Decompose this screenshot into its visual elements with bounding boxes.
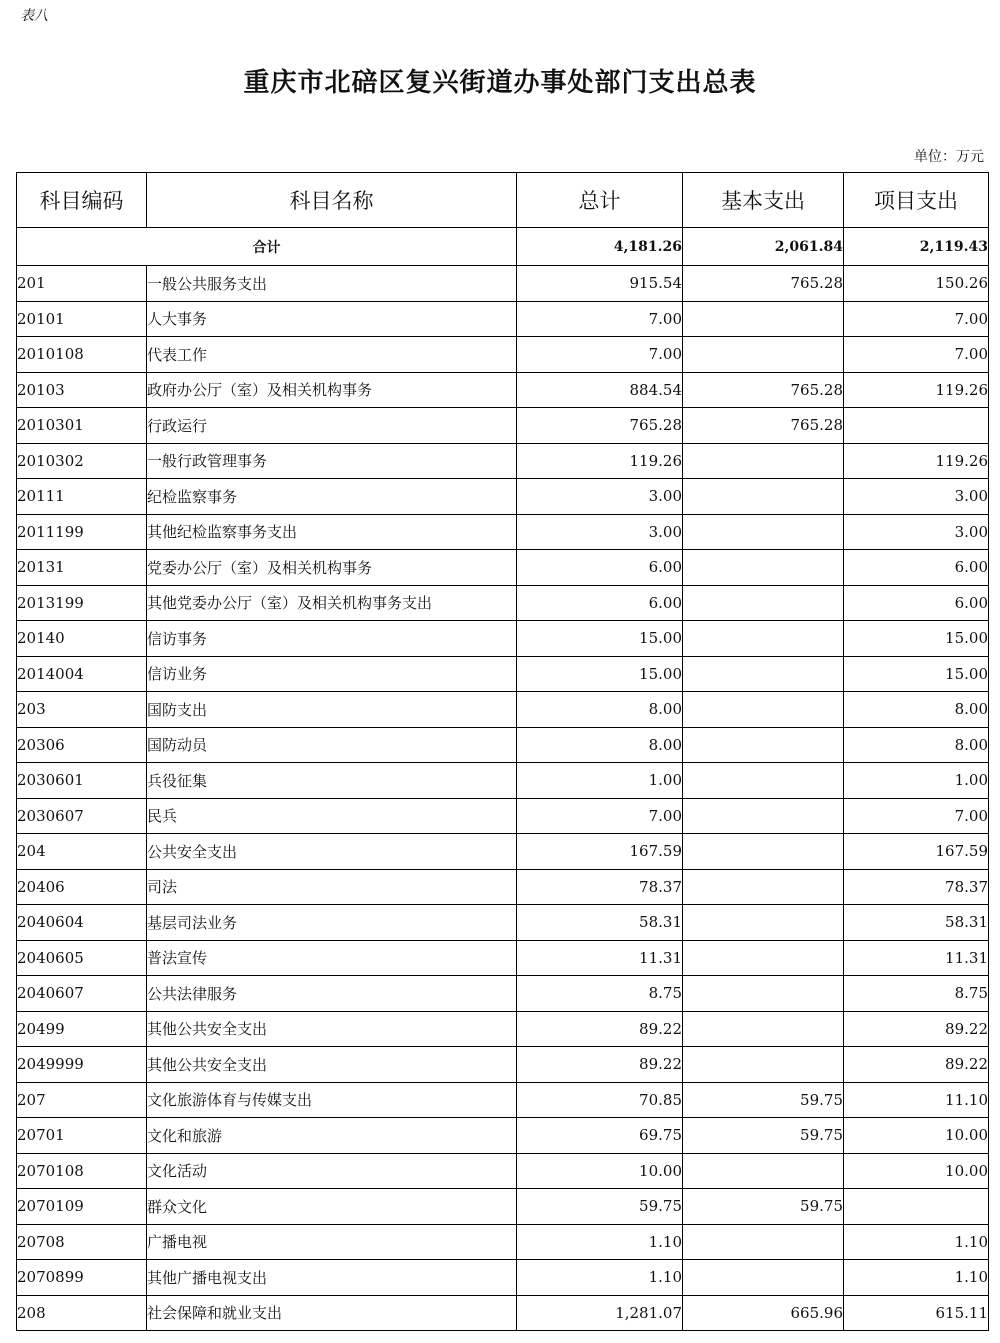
table-row [17,1153,989,1189]
cell-total: 1,281.07 [517,1295,683,1331]
cell-code: 20701 [17,1118,147,1154]
cell-name: 其他广播电视支出 [147,1260,517,1296]
cell-project: 8.00 [844,692,989,728]
cell-name: 政府办公厅（室）及相关机构事务 [147,372,517,408]
cell-basic [683,940,844,976]
cell-project: 1.00 [844,763,989,799]
page-title: 重庆市北碚区复兴街道办事处部门支出总表 [243,68,757,98]
header-name: 科目名称 [147,173,517,228]
cell-project: 11.10 [844,1082,989,1118]
cell-name: 党委办公厅（室）及相关机构事务 [147,550,517,586]
table-row [17,1082,989,1118]
cell-basic: 665.96 [683,1295,844,1331]
table-number-label: 表八 [20,8,48,24]
cell-project: 8.00 [844,727,989,763]
cell-code: 2030601 [17,763,147,799]
cell-total: 15.00 [517,621,683,657]
cell-project: 78.37 [844,869,989,905]
cell-code: 20499 [17,1011,147,1047]
cell-name: 广播电视 [147,1224,517,1260]
cell-code: 2070108 [17,1153,147,1189]
cell-total: 78.37 [517,869,683,905]
table-row [17,1260,989,1296]
header-code: 科目编码 [17,173,147,228]
cell-total: 1.10 [517,1224,683,1260]
cell-basic: 765.28 [683,266,844,302]
cell-total: 89.22 [517,1047,683,1083]
cell-project: 89.22 [844,1047,989,1083]
table-row [17,266,989,302]
cell-code: 201 [17,266,147,302]
cell-name: 信访事务 [147,621,517,657]
cell-code: 2030607 [17,798,147,834]
cell-basic [683,1011,844,1047]
cell-name: 行政运行 [147,408,517,444]
cell-project [844,1189,989,1225]
cell-name: 纪检监察事务 [147,479,517,515]
cell-project: 119.26 [844,443,989,479]
cell-total: 119.26 [517,443,683,479]
cell-name: 文化旅游体育与传媒支出 [147,1082,517,1118]
cell-code: 2070899 [17,1260,147,1296]
cell-name: 其他公共安全支出 [147,1011,517,1047]
cell-total: 10.00 [517,1153,683,1189]
cell-project: 58.31 [844,905,989,941]
cell-project: 119.26 [844,372,989,408]
cell-basic [683,621,844,657]
table-row [17,1224,989,1260]
table-row [17,798,989,834]
cell-basic [683,337,844,373]
cell-project: 7.00 [844,301,989,337]
cell-name: 其他党委办公厅（室）及相关机构事务支出 [147,585,517,621]
cell-code: 2010301 [17,408,147,444]
table-row [17,727,989,763]
cell-project [844,408,989,444]
table-row [17,337,989,373]
header-project: 项目支出 [844,173,989,228]
cell-code: 2010302 [17,443,147,479]
cell-total: 765.28 [517,408,683,444]
cell-code: 2014004 [17,656,147,692]
cell-name: 公共安全支出 [147,834,517,870]
cell-total: 6.00 [517,585,683,621]
cell-project: 10.00 [844,1118,989,1154]
cell-name: 司法 [147,869,517,905]
cell-code: 2011199 [17,514,147,550]
cell-basic: 59.75 [683,1082,844,1118]
table-row [17,940,989,976]
total-row [17,228,989,266]
cell-name: 代表工作 [147,337,517,373]
table-row [17,834,989,870]
cell-basic [683,798,844,834]
total-basic: 2,061.84 [683,228,844,266]
cell-name: 社会保障和就业支出 [147,1295,517,1331]
cell-basic [683,1260,844,1296]
table-row [17,443,989,479]
table-row [17,408,989,444]
cell-project: 15.00 [844,656,989,692]
cell-basic [683,1047,844,1083]
cell-project: 11.31 [844,940,989,976]
cell-code: 2010108 [17,337,147,373]
cell-code: 20406 [17,869,147,905]
cell-basic [683,550,844,586]
cell-name: 民兵 [147,798,517,834]
cell-total: 7.00 [517,301,683,337]
table-row [17,621,989,657]
cell-project: 3.00 [844,479,989,515]
cell-project: 615.11 [844,1295,989,1331]
cell-total: 69.75 [517,1118,683,1154]
cell-basic [683,976,844,1012]
cell-name: 普法宣传 [147,940,517,976]
table-row [17,1189,989,1225]
cell-code: 20131 [17,550,147,586]
table-row [17,585,989,621]
expenditure-table [16,172,989,1331]
cell-basic: 765.28 [683,408,844,444]
cell-project: 3.00 [844,514,989,550]
table-row [17,692,989,728]
header-total: 总计 [517,173,683,228]
cell-code: 2040607 [17,976,147,1012]
header-row [17,173,989,228]
cell-basic [683,869,844,905]
cell-total: 11.31 [517,940,683,976]
cell-code: 20306 [17,727,147,763]
cell-total: 884.54 [517,372,683,408]
table-row [17,550,989,586]
cell-name: 一般公共服务支出 [147,266,517,302]
cell-name: 文化活动 [147,1153,517,1189]
table-row [17,1011,989,1047]
table-row [17,1047,989,1083]
cell-total: 8.75 [517,976,683,1012]
cell-code: 207 [17,1082,147,1118]
table-row [17,479,989,515]
cell-code: 208 [17,1295,147,1331]
cell-total: 7.00 [517,798,683,834]
cell-project: 8.75 [844,976,989,1012]
cell-project: 89.22 [844,1011,989,1047]
table-row [17,905,989,941]
cell-total: 167.59 [517,834,683,870]
unit-label: 单位：万元 [914,149,984,165]
cell-project: 167.59 [844,834,989,870]
cell-code: 20101 [17,301,147,337]
cell-project: 1.10 [844,1260,989,1296]
cell-basic [683,692,844,728]
total-sum: 4,181.26 [517,228,683,266]
total-label: 合计 [17,228,517,266]
cell-basic [683,301,844,337]
cell-project: 10.00 [844,1153,989,1189]
cell-code: 2070109 [17,1189,147,1225]
cell-code: 2040604 [17,905,147,941]
cell-name: 兵役征集 [147,763,517,799]
cell-name: 其他公共安全支出 [147,1047,517,1083]
cell-name: 文化和旅游 [147,1118,517,1154]
cell-basic: 59.75 [683,1118,844,1154]
cell-basic [683,585,844,621]
cell-name: 国防支出 [147,692,517,728]
cell-name: 国防动员 [147,727,517,763]
cell-total: 7.00 [517,337,683,373]
cell-code: 20708 [17,1224,147,1260]
cell-project: 6.00 [844,585,989,621]
cell-total: 915.54 [517,266,683,302]
table-row [17,372,989,408]
cell-project: 7.00 [844,798,989,834]
table-row [17,656,989,692]
cell-total: 89.22 [517,1011,683,1047]
cell-project: 15.00 [844,621,989,657]
cell-name: 基层司法业务 [147,905,517,941]
cell-name: 信访业务 [147,656,517,692]
cell-total: 8.00 [517,692,683,728]
cell-basic: 59.75 [683,1189,844,1225]
cell-name: 人大事务 [147,301,517,337]
cell-name: 公共法律服务 [147,976,517,1012]
table-row [17,514,989,550]
cell-project: 150.26 [844,266,989,302]
cell-basic [683,727,844,763]
cell-total: 3.00 [517,514,683,550]
cell-code: 203 [17,692,147,728]
cell-basic [683,763,844,799]
cell-basic [683,905,844,941]
total-project: 2,119.43 [844,228,989,266]
cell-code: 20111 [17,479,147,515]
cell-total: 59.75 [517,1189,683,1225]
cell-code: 2049999 [17,1047,147,1083]
table-row [17,763,989,799]
cell-total: 70.85 [517,1082,683,1118]
cell-total: 6.00 [517,550,683,586]
cell-total: 8.00 [517,727,683,763]
cell-name: 群众文化 [147,1189,517,1225]
cell-basic [683,834,844,870]
table-row [17,869,989,905]
cell-name: 一般行政管理事务 [147,443,517,479]
cell-total: 3.00 [517,479,683,515]
cell-code: 204 [17,834,147,870]
cell-code: 20103 [17,372,147,408]
table-row [17,1295,989,1331]
cell-basic [683,1153,844,1189]
cell-basic [683,443,844,479]
header-basic: 基本支出 [683,173,844,228]
cell-code: 2040605 [17,940,147,976]
cell-total: 1.00 [517,763,683,799]
cell-total: 1.10 [517,1260,683,1296]
cell-total: 58.31 [517,905,683,941]
cell-project: 7.00 [844,337,989,373]
cell-project: 1.10 [844,1224,989,1260]
cell-basic [683,656,844,692]
cell-total: 15.00 [517,656,683,692]
cell-basic [683,479,844,515]
cell-basic [683,514,844,550]
table-row [17,1118,989,1154]
cell-basic: 765.28 [683,372,844,408]
cell-code: 2013199 [17,585,147,621]
cell-project: 6.00 [844,550,989,586]
table-row [17,301,989,337]
cell-name: 其他纪检监察事务支出 [147,514,517,550]
table-row [17,976,989,1012]
cell-code: 20140 [17,621,147,657]
cell-basic [683,1224,844,1260]
